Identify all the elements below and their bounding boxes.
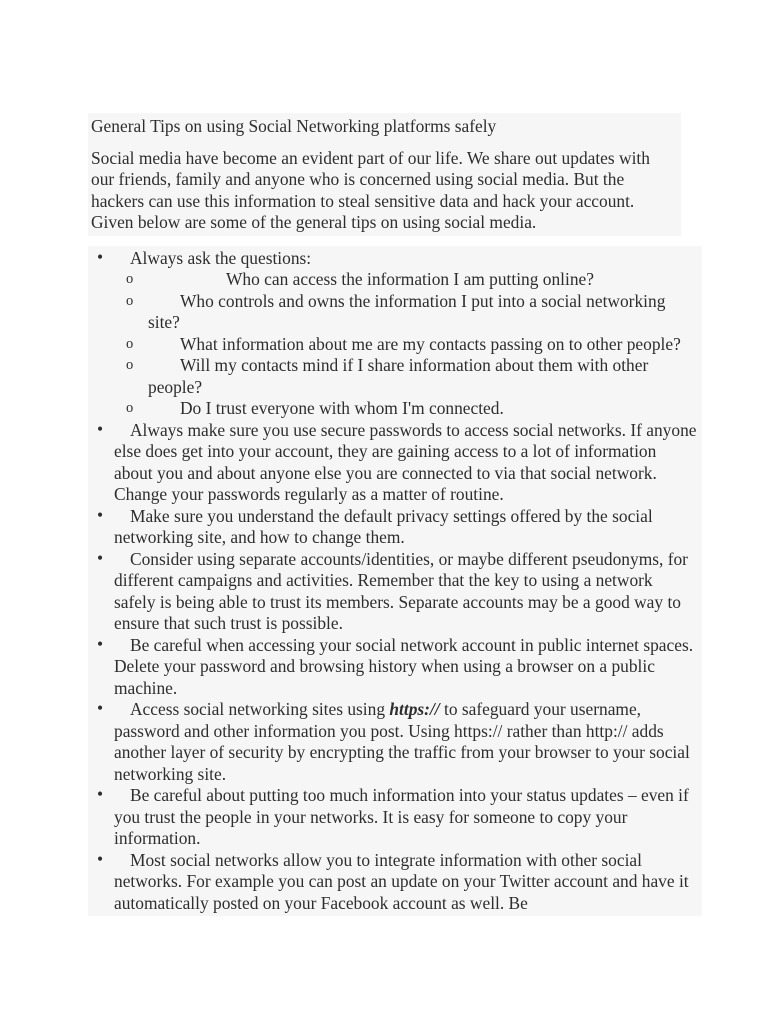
bullet-icon: • (97, 698, 104, 718)
bullet-item-public-internet (88, 635, 702, 700)
bullet-text: Most social networks allow you to integrate information with other social networks. For example you can post an update on your Twitter account and have it automatically posted on your Facebook account as well. Be (114, 849, 689, 913)
intro-paragraph: Social media have become an evident part of our life. We share out updates with our friends, family and anyone who is concerned using social media. But the hackers can use this information to steal sensitive data and hack your account. Given below are some of the general tips on using social media. (91, 147, 650, 232)
sub-bullet-item-who-controls (88, 291, 702, 334)
document-page (88, 113, 702, 916)
bullet-icon: • (97, 633, 104, 654)
bullet-icon: • (97, 246, 104, 267)
bullet-item-status-updates (88, 785, 702, 850)
sub-bullet-icon: o (126, 335, 134, 352)
bullet-item-privacy-settings (88, 506, 702, 549)
bullet-text-part: to safeguard your username, password and other information you post. Using https:// rather than http:// adds another layer of security by encrypting the traffic from your browser to your social networking site. (114, 699, 690, 784)
sub-bullet-item-will-my-contacts (88, 355, 702, 398)
bullet-text-https-emphasis: https:// (389, 699, 440, 719)
sub-bullet-item-what-information (88, 334, 702, 356)
bullet-text: Always make sure you use secure passwords to access social networks. If anyone else does get into your account, they are gaining access to a lot of information about you and about anyone else you are connected to via that social network. Change your passwords regularly as a matter of routine. (114, 419, 697, 504)
bullet-icon: • (97, 504, 104, 525)
document-title: General Tips on using Social Networking platforms safely (91, 116, 497, 136)
bullet-text: Be careful when accessing your social network account in public internet spaces. Delete your password and browsing history when using a browser on a public machine. (114, 634, 694, 698)
bullet-icon: • (97, 784, 104, 804)
bullet-text: Consider using separate accounts/identities, or maybe different pseudonyms, for different campaigns and activities. Remember that the key to using a network safely is being able to trust its members. Separate accounts may be a good way to ensure that such trust is possible. (114, 548, 688, 633)
sub-bullet-text: Who can access the information I am putting online? (226, 269, 594, 289)
sub-bullet-text: What information about me are my contacts passing on to other people? (180, 333, 681, 354)
bullet-item-secure-passwords (88, 420, 702, 506)
bullet-text: Make sure you understand the default privacy settings offered by the social networking site, and how to change them. (114, 505, 653, 547)
sub-bullet-icon: o (126, 292, 134, 309)
bullet-icon: • (97, 848, 104, 869)
bullet-item-separate-accounts (88, 549, 702, 635)
intro-section (88, 113, 681, 236)
bullet-item-ask-questions (88, 248, 702, 270)
sub-bullet-icon: o (126, 271, 134, 287)
tips-list (88, 246, 702, 917)
bullet-icon: • (97, 547, 104, 568)
bullet-item-integrate-networks (88, 850, 702, 915)
bullet-text-part: Access social networking sites using (130, 699, 390, 719)
sub-bullet-item-who-can-access (88, 269, 702, 291)
sub-bullet-text: Who controls and owns the information I put into a social networking site? (148, 290, 666, 332)
sub-bullet-icon: o (126, 400, 134, 416)
bullet-text: Always ask the questions: (130, 247, 312, 268)
bullet-icon: • (97, 418, 104, 439)
bullet-text: Be careful about putting too much information into your status updates – even if you trust the people in your networks. It is easy for someone to copy your information. (114, 785, 689, 848)
sub-bullet-text: Do I trust everyone with whom I'm connected. (180, 398, 504, 418)
sub-bullet-item-do-i-trust (88, 398, 702, 420)
bullet-item-https (88, 699, 702, 785)
sub-bullet-text: Will my contacts mind if I share information about them with other people? (148, 355, 649, 397)
sub-bullet-icon: o (126, 357, 134, 373)
